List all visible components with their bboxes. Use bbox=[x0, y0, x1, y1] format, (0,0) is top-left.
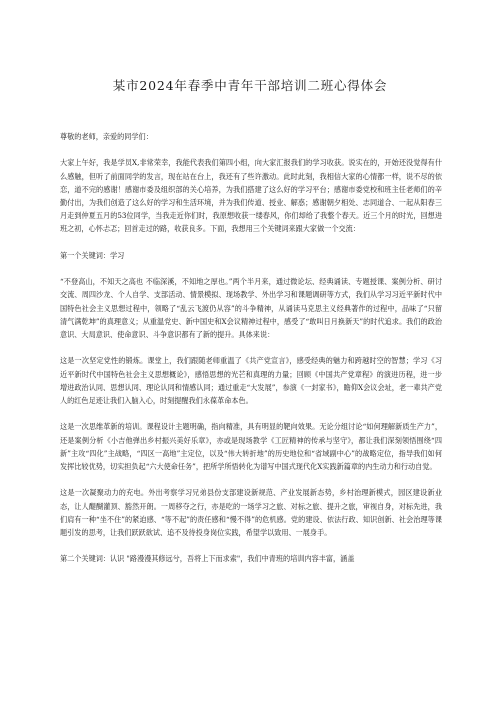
paragraph-motivation: 这是一次凝聚动力的充电。外出考察学习兄弟县份支部建设新规范、产业发展新态势，乡村治理新模式，园区建设新业态，让人醍醐灌顶、豁然开朗。一周移夺之行，亦是吃的一场学习之旅、对标之旅、提升之旅，审视自身，对标先进，我们肩有一种“坐不住”的紧迫感、“等不起”的责任感和“慢不得”的危机感。党的建设、依法行政、知识创新、社会治理等课题引发的思考，让我们跃跃欲试、追不及待投身岗位实践，希望学以致用、一展身手。 bbox=[60, 488, 442, 537]
salutation: 尊敬的老师，亲爱的同学们： bbox=[60, 132, 153, 141]
document-title: 某市2024年春季中青年干部培训二班心得体会 bbox=[112, 78, 388, 93]
paragraph-thinking: 这是一次思维革新的培训。课程设计主题明确，指向精准，具有明显的靶向效果。无论分组讨论“如何理解新质生产力”，还是案例分析《小吉他弹出乡村振兴美好乐章》，亦或是现场教学《工匠精神的传承与坚守》，都让我们深刻领悟围绕“四新”主攻“四化”主战略，“四区一高地”主定位，以及“伟大转折地”的历史地位和“省域副中心”的战略定位，指导我们如何发挥比较优势，切实担负起“六大使命任务”，把所学所悟转化为谱写中国式现代化X实践新篇章的内生动力和行动自觉。 bbox=[60, 422, 442, 471]
section-heading-learning: 第一个关键词：学习 bbox=[60, 250, 125, 260]
section-heading-understanding: 第二个关键词：认识 "路漫漫其修远兮，吾将上下而求索"，我们中青班的培训内容丰富，涵盖 bbox=[60, 554, 355, 564]
paragraph-learning: “不登高山，不知天之高也 不临深溪，不知地之厚也。”两个半月来，通过微论坛、经典诵读、专题授课、案例分析、研讨交流、周四沙龙、个人自学、支部活动、情景模拟、现场教学、外出学习和课题调研等方式，我们从学习习近平新时代中国特色社会主义思想过程中，领略了“乱云飞渡仍从容”的斗争精神，从诵读马克思主义经典著作的过程中，品味了“只留清气满乾坤”的真理意义；从重温党史、新中国史和X会议精神过程中，感受了“敢叫日月换新天”的时代追求。我们的政治意识、大局意识、使命意识、斗争意识都有了新的提升。具体来说： bbox=[60, 277, 442, 339]
paragraph-party-spirit: 这是一次坚定党性的锻炼。课堂上，我们跟随老师重温了《共产党宣言》，感受经典的魅力和跨越时空的智慧；学习《习近平新时代中国特色社会主义思想概论》，感悟思想的光芒和真理的力量；回顾《中国共产党章程》的演进历程，进一步增进政治认同、思想认同、理论认同和情感认同；通过重走“大发展”，参演《一封家书》，瞻仰X会议会址，老一辈共产党人的红色足迹让我们入脑入心，时刻提醒我们永葆革命本色。 bbox=[60, 356, 442, 405]
document-body bbox=[60, 130, 442, 566]
paragraph-opening: 大家上午好，我是学员X,非常荣幸，我能代表我们第四小组，向大家汇报我们的学习收获。说实在的，开始还没觉得有什么感触，但听了前面同学的发言，现在站在台上，我还有了些许激动。此时此刻，我相信大家的心情都一样，说不尽的依恋，道不完的感谢！感谢市委及组织部的关心培养，为我们搭建了这么好的学习平台；感谢市委党校和班主任老师们的辛勤付出，为我们创造了这么好的学习和生活环境，并为我们传道、授业、解惑；感谢朝夕相处、志同道合、一起从阳春三月走到仲夏五月的53位同学，当我走近你们时，我原想收获一缕春风，你们却给了我整个春天。近三个月的时光，回想进班之初，心怀忐忑；回首走过的路，收获良多。下面，我想用三个关键词来跟大家做一个交流： bbox=[60, 158, 442, 234]
